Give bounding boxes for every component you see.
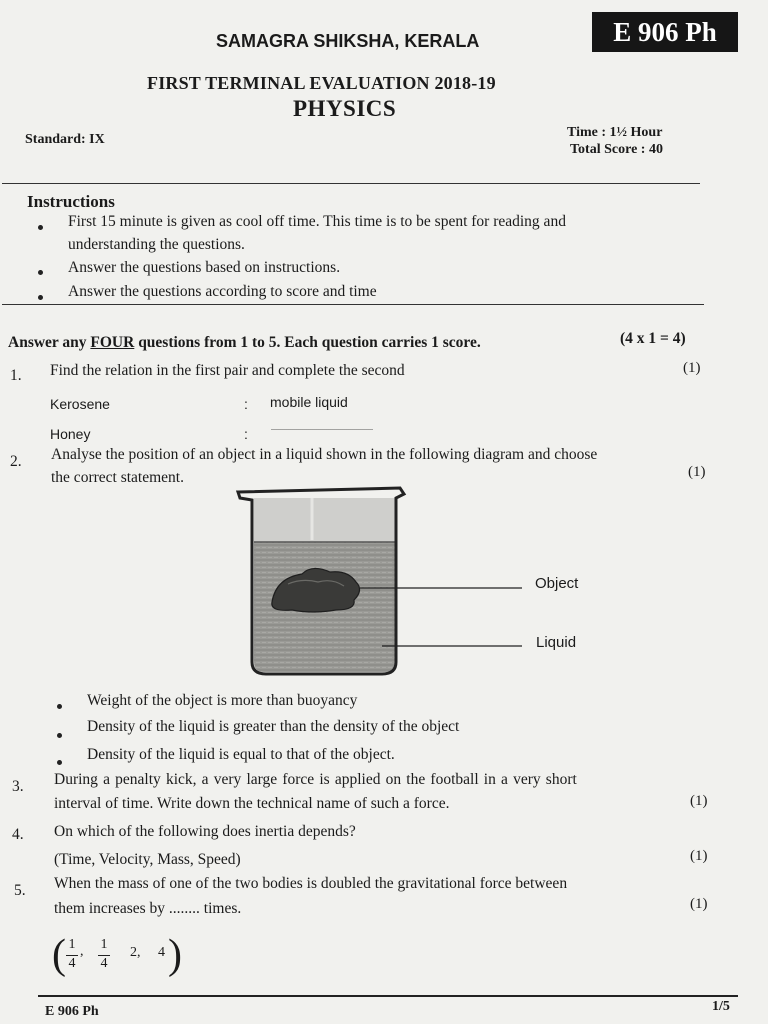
footer-page: 1/5 [712, 999, 730, 1014]
pair-right: mobile liquid [270, 394, 348, 410]
question-2-line1: Analyse the position of an object in a liquid shown in the following diagram and choose [51, 446, 598, 463]
question-2-line2: the correct statement. [51, 469, 184, 486]
bullet [57, 733, 62, 738]
time-label: Time : 1½ Hour [567, 125, 663, 140]
choice-value: 4 [158, 945, 165, 960]
footer-divider [38, 995, 738, 997]
bullet [38, 270, 43, 275]
question-number: 5. [14, 882, 26, 899]
choices-close-paren: ) [168, 932, 182, 978]
paper-code-badge: E 906 Ph [592, 12, 738, 52]
pair-left: Kerosene [50, 396, 110, 412]
instructions-title: Instructions [27, 192, 115, 211]
bullet [57, 760, 62, 765]
question-4-line1: On which of the following does inertia depends? [54, 823, 356, 840]
instructions-divider [2, 304, 704, 305]
answer-blank: ................................................... [271, 423, 373, 432]
total-score-label: Total Score : 40 [570, 142, 663, 157]
question-4-line2: (Time, Velocity, Mass, Speed) [54, 851, 241, 868]
instruction-item: Answer the questions according to score and time [68, 283, 377, 300]
bullet [38, 295, 43, 300]
question-number: 4. [12, 826, 24, 843]
pair-left: Honey [50, 426, 91, 442]
instruction-item: First 15 minute is given as cool off time. This time is to be spent for reading and [68, 213, 566, 230]
footer-code: E 906 Ph [45, 1004, 99, 1019]
question-score: (1) [690, 848, 708, 864]
question-score: (1) [683, 360, 701, 376]
option-item: Density of the liquid is equal to that of the object. [87, 746, 395, 763]
question-3-line2: interval of time. Write down the technical name of such a force. [54, 795, 450, 812]
question-score: (1) [690, 793, 708, 809]
question-number: 1. [10, 367, 22, 384]
label-object: Object [535, 575, 579, 592]
question-5-line1: When the mass of one of the two bodies is doubled the gravitational force between [54, 875, 568, 892]
fraction-denominator: 4 [68, 956, 76, 971]
instruction-item: Answer the questions based on instructions. [68, 259, 341, 276]
standard-label: Standard: IX [25, 132, 105, 147]
question-score: (1) [688, 464, 706, 480]
label-liquid: Liquid [536, 634, 577, 651]
choice-comma: , [80, 944, 84, 959]
board-name: SAMAGRA SHIKSHA, KERALA [216, 31, 480, 51]
fraction-numerator: 1 [100, 937, 108, 952]
fraction-numerator: 1 [68, 937, 76, 952]
question-number: 3. [12, 778, 24, 795]
subject-title: PHYSICS [293, 96, 397, 121]
section-heading-pre: Answer any [8, 334, 91, 351]
bullet [38, 225, 43, 230]
choices-open-paren: ( [52, 932, 66, 978]
question-3-line1: During a penalty kick, a very large force is applied on the football in a very short [54, 771, 577, 788]
option-item: Weight of the object is more than buoyancy [87, 692, 358, 709]
instruction-item: understanding the questions. [68, 236, 245, 253]
exam-title: FIRST TERMINAL EVALUATION 2018-19 [147, 73, 496, 93]
beaker-diagram [232, 484, 532, 680]
header-divider [2, 183, 700, 184]
question-1-text: Find the relation in the first pair and complete the second [50, 362, 405, 379]
section-heading [8, 334, 481, 352]
choice-value: 2, [130, 945, 141, 960]
question-score: (1) [690, 896, 708, 912]
pair-colon: : [244, 426, 248, 442]
option-item: Density of the liquid is greater than the density of the object [87, 718, 460, 735]
question-number: 2. [10, 453, 22, 470]
section-heading-post: questions from 1 to 5. Each question carries 1 score. [134, 334, 481, 351]
pair-colon: : [244, 396, 248, 412]
bullet [57, 704, 62, 709]
fraction-denominator: 4 [100, 956, 108, 971]
question-5-line2: them increases by ........ times. [54, 900, 242, 917]
section-marks: (4 x 1 = 4) [620, 330, 686, 347]
section-heading-four: FOUR [90, 334, 135, 351]
